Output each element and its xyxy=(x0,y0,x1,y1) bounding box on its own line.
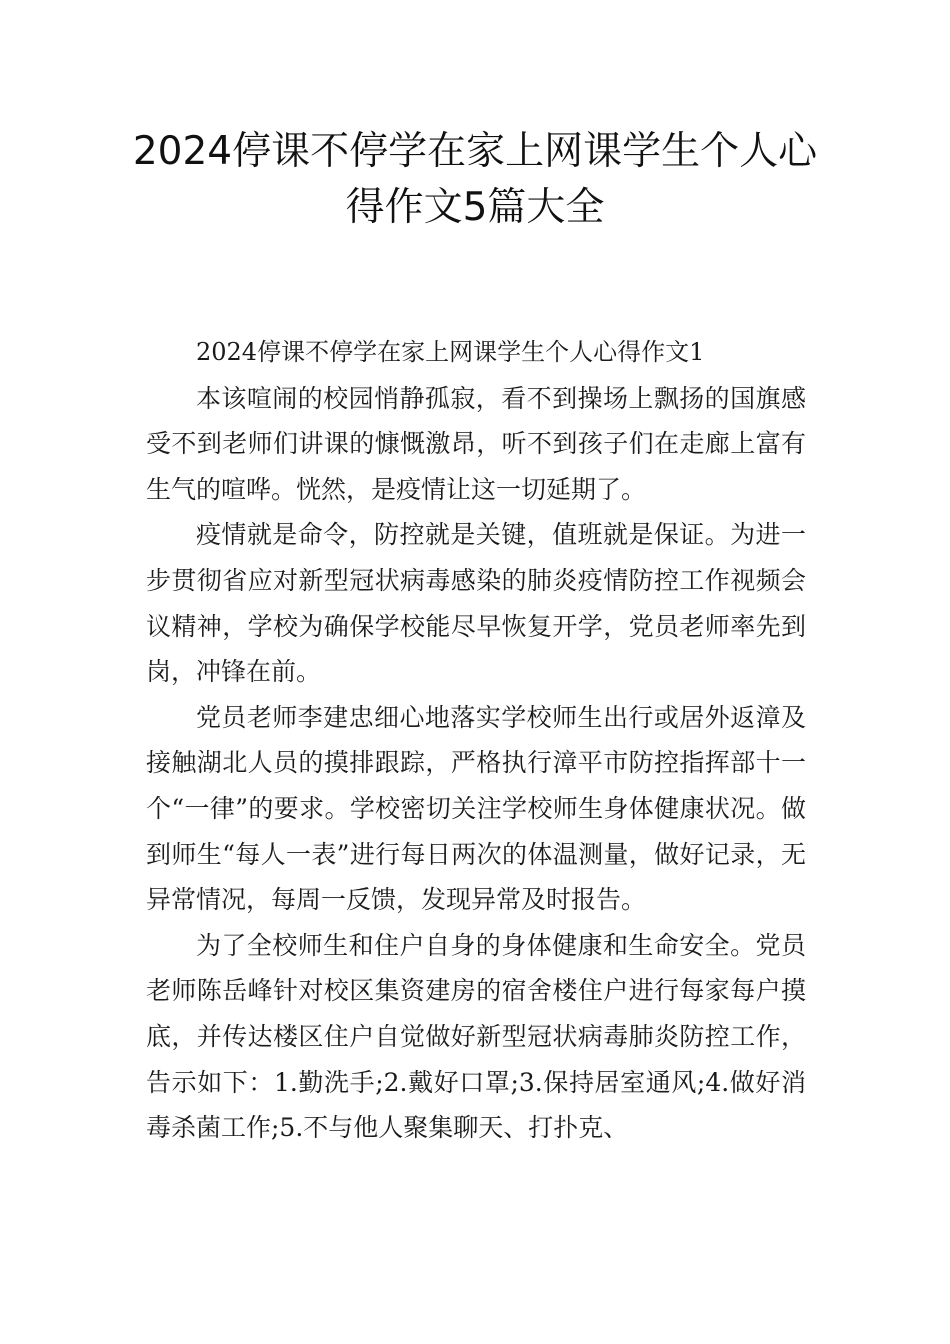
document-title xyxy=(100,124,850,236)
document-body xyxy=(146,330,806,1151)
paragraph: 党员老师李建忠细心地落实学校师生出行或居外返漳及接触湖北人员的摸排跟踪，严格执行漳平市防控指挥部十一个“一律”的要求。学校密切关注学校师生身体健康状况。做到师生“每人一表”进行每日两次的体温测量，做好记录，无异常情况，每周一反馈，发现异常及时报告。 xyxy=(146,702,806,915)
title-line-2: 得作文5篇大全 xyxy=(345,185,605,230)
title-line-1: 2024停课不停学在家上网课学生个人心 xyxy=(132,129,818,174)
section-heading: 2024停课不停学在家上网课学生个人心得作文1 xyxy=(196,338,705,366)
paragraph: 为了全校师生和住户自身的身体健康和生命安全。党员老师陈岳峰针对校区集资建房的宿舍楼住户进行每家每户摸底，并传达楼区住户自觉做好新型冠状病毒肺炎防控工作，告示如下：1.勤洗手;2.戴好口罩;3.保持居室通风;4.做好消毒杀菌工作;5.不与他人聚集聊天、打扑克、 xyxy=(146,930,806,1143)
paragraph: 本该喧闹的校园悄静孤寂，看不到操场上飘扬的国旗感受不到老师们讲课的慷慨激昂，听不到孩子们在走廊上富有生气的喧哗。恍然，是疫情让这一切延期了。 xyxy=(146,383,806,504)
paragraph: 疫情就是命令，防控就是关键，值班就是保证。为进一步贯彻省应对新型冠状病毒感染的肺炎疫情防控工作视频会议精神，学校为确保学校能尽早恢复开学，党员老师率先到岗，冲锋在前。 xyxy=(146,520,806,687)
